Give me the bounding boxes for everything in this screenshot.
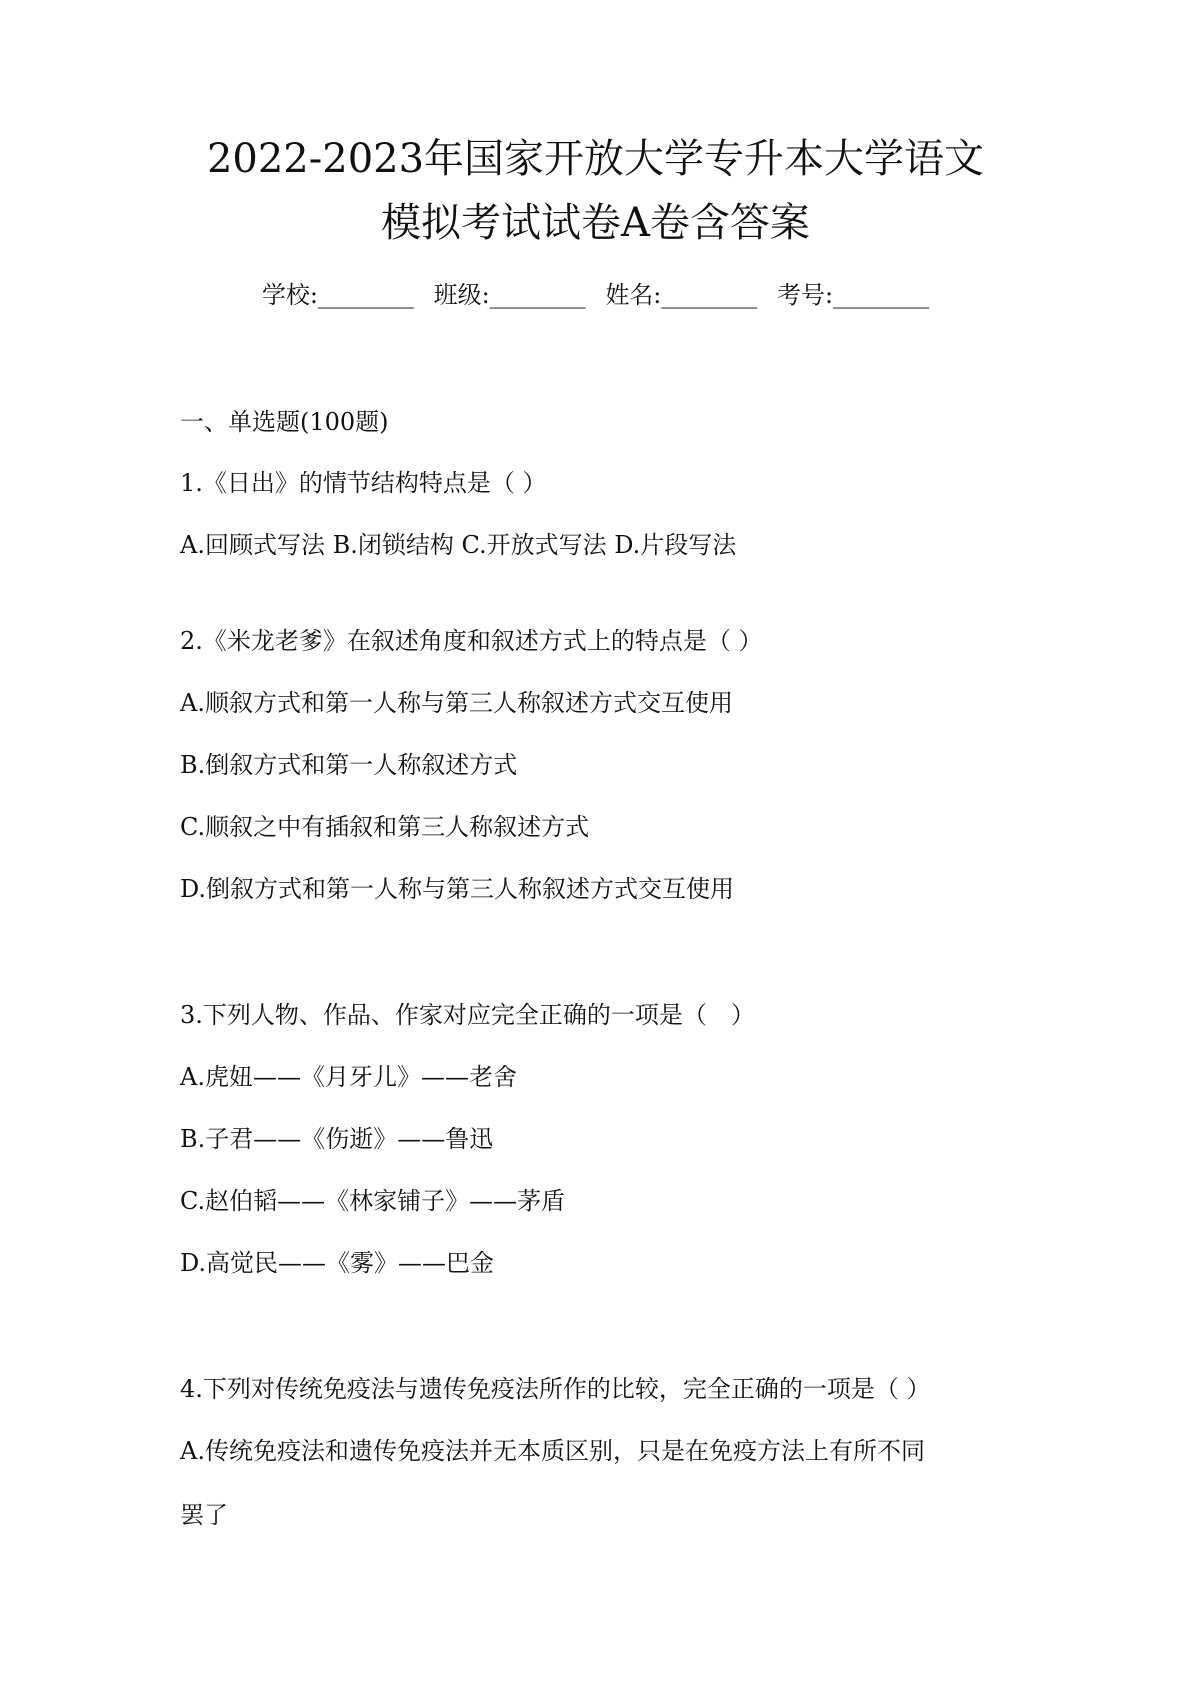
question-3-option-a: A.虎妞——《月牙儿》——老舍 — [180, 1063, 517, 1091]
student-info-line — [80, 278, 1111, 312]
question-2-option-a: A.顺叙方式和第一人称与第三人称叙述方式交互使用 — [180, 689, 733, 717]
question-1-stem: 1.《日出》的情节结构特点是（ ） — [180, 469, 547, 497]
question-3-option-b: B.子君——《伤逝》——鲁迅 — [180, 1125, 494, 1153]
class-field: 班级:________ — [433, 281, 586, 309]
question-2-option-c: C.顺叙之中有插叙和第三人称叙述方式 — [180, 813, 590, 841]
question-1-options: A.回顾式写法 B.闭锁结构 C.开放式写法 D.片段写法 — [180, 531, 737, 559]
question-2-option-b: B.倒叙方式和第一人称叙述方式 — [180, 751, 518, 779]
name-field: 姓名:________ — [605, 281, 758, 309]
section-heading: 一、单选题(100题) — [180, 408, 389, 436]
exam-number-field: 考号:________ — [777, 281, 930, 309]
question-3-option-d: D.高觉民——《雾》——巴金 — [180, 1249, 495, 1277]
question-3-stem: 3.下列人物、作品、作家对应完全正确的一项是（ ） — [180, 1001, 755, 1029]
exam-title-line-1: 2022-2023年国家开放大学专升本大学语文 — [206, 136, 985, 182]
school-field: 学校:________ — [261, 281, 414, 309]
question-4-option-a: A.传统免疫法和遗传免疫法并无本质区别，只是在免疫方法上有所不同 — [180, 1437, 925, 1465]
question-2-stem: 2.《米龙老爹》在叙述角度和叙述方式上的特点是（ ） — [180, 627, 763, 655]
question-2-option-d: D.倒叙方式和第一人称与第三人称叙述方式交互使用 — [180, 875, 735, 903]
question-3-option-c: C.赵伯韬——《林家铺子》——茅盾 — [180, 1187, 566, 1215]
question-4-stem: 4.下列对传统免疫法与遗传免疫法所作的比较，完全正确的一项是（ ） — [180, 1375, 931, 1403]
question-4-option-a-continued: 罢了 — [180, 1501, 228, 1529]
exam-title-line-2: 模拟考试试卷A卷含答案 — [381, 200, 810, 246]
